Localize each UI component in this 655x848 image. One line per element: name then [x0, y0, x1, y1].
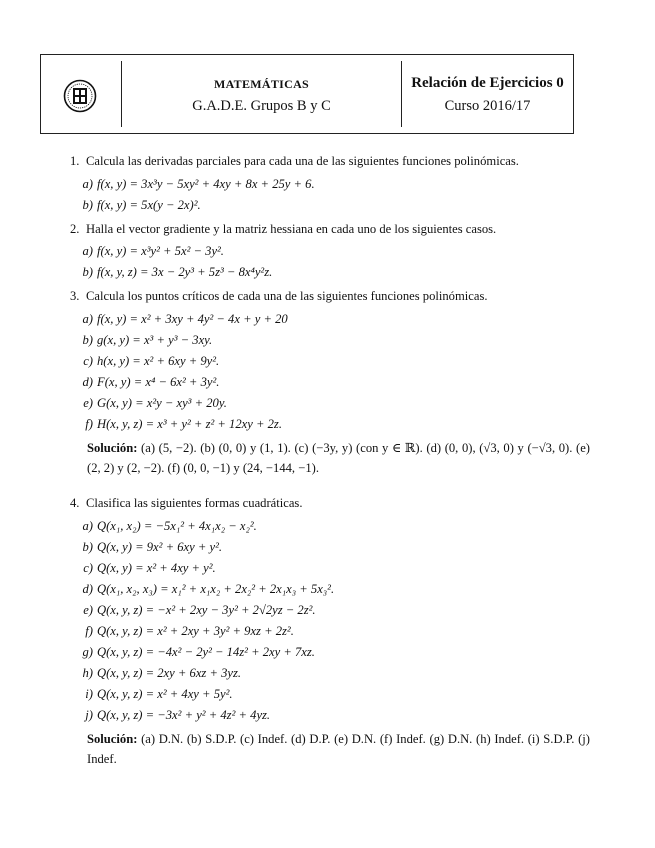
item-expression: Q(x, y) = x² + 4xy + y². [97, 560, 216, 575]
item-expression: Q(x, y, z) = −4x² − 2y² − 14z² + 2xy + 7xz. [97, 644, 315, 659]
item-label: g) [82, 644, 93, 659]
course-label: Curso 2016/17 [444, 98, 531, 114]
subject-title: MATEMÁTICAS [213, 77, 310, 91]
item-expression: Q(x₁, x₂) = −5x₁² + 4x₁x₂ − x₂². [97, 518, 257, 533]
header-right [402, 75, 573, 115]
exercise-statement: Calcula los puntos críticos de cada una de las siguientes funciones polinómicas. [86, 289, 488, 304]
exercise-item [70, 684, 590, 705]
item-expression: F(x, y) = x⁴ − 6x² + 3y². [97, 375, 220, 390]
exercise-number: 3. [70, 289, 80, 304]
exercise-item [70, 393, 590, 414]
exercise-item [70, 330, 590, 351]
exercise-2 [70, 222, 590, 238]
exercise-item [70, 372, 590, 393]
item-label: d) [82, 581, 93, 596]
item-expression: G(x, y) = x²y − xy³ + 20y. [97, 396, 227, 411]
exercise-item [70, 351, 590, 372]
solution-label: Solución: [87, 441, 138, 456]
exercise-item [70, 414, 590, 435]
exercise-number: 1. [70, 154, 80, 168]
item-label: a) [82, 518, 93, 533]
header-center [122, 77, 401, 115]
item-label: d) [82, 375, 93, 390]
item-expression: Q(x, y, z) = x² + 2xy + 3y² + 9xz + 2z². [97, 623, 294, 638]
solution-label: Solución: [87, 731, 138, 746]
item-label: e) [83, 396, 93, 411]
exercise-item [70, 558, 590, 579]
sheet-title: Relación de Ejercicios 0 [411, 75, 564, 91]
item-label: e) [83, 602, 93, 617]
exercise-item [70, 705, 590, 726]
item-expression: f(x, y) = x² + 3xy + 4y² − 4x + y + 20 [97, 312, 288, 327]
item-expression: f(x, y) = x³y² + 5x² − 3y². [97, 244, 224, 259]
exercise-item [70, 174, 590, 195]
exercise-statement: Halla el vector gradiente y la matriz hessiana en cada uno de los siguientes casos. [86, 221, 497, 236]
exercise-list [70, 154, 590, 769]
exercise-1 [70, 154, 590, 170]
item-label: c) [83, 560, 93, 575]
exercise-number: 4. [70, 496, 80, 511]
item-expression: Q(x, y) = 9x² + 6xy + y². [97, 539, 222, 554]
exercise-item [70, 663, 590, 684]
item-label: c) [83, 354, 93, 369]
item-label: a) [82, 244, 93, 259]
exercise-4 [70, 496, 590, 512]
exercise-statement: Clasifica las siguientes formas cuadráticas. [86, 496, 303, 511]
item-label: b) [82, 539, 93, 554]
item-expression: Q(x₁, x₂, x₃) = x₁² + x₁x₂ + 2x₂² + 2x₁x₃ + 5x₃². [97, 581, 335, 596]
exercise-item [70, 241, 590, 262]
group-label: G.A.D.E. Grupos B y C [192, 98, 331, 114]
item-expression: Q(x, y, z) = −x² + 2xy − 3y² + 2√2yz − 2z². [97, 602, 316, 617]
item-expression: h(x, y) = x² + 6xy + 9y². [97, 354, 220, 369]
item-label: b) [82, 197, 93, 212]
exercise-item [70, 600, 590, 621]
item-label: a) [82, 176, 93, 191]
item-expression: H(x, y, z) = x³ + y² + z² + 12xy + 2z. [97, 417, 282, 432]
exercise-item [70, 195, 590, 216]
item-label: b) [82, 333, 93, 348]
exercise-item [70, 621, 590, 642]
item-label: h) [82, 665, 93, 680]
item-label: i) [85, 686, 93, 701]
item-expression: Q(x, y, z) = −3x² + y² + 4z² + 4yz. [97, 707, 271, 722]
exercise-statement: Calcula las derivadas parciales para cada una de las siguientes funciones polinómicas. [86, 154, 519, 168]
exercise-item [70, 309, 590, 330]
exercise-item [70, 262, 590, 283]
exercise-3 [70, 289, 590, 305]
solution-text: (a) D.N. (b) S.D.P. (c) Indef. (d) D.P. (e) D.N. (f) Indef. (g) D.N. (h) Indef. (i) S.D.P. (j) Indef. [87, 731, 590, 766]
item-label: j) [85, 707, 93, 722]
exercise-item [70, 579, 590, 600]
item-label: f) [85, 417, 93, 432]
solution-block [70, 729, 590, 769]
item-label: a) [82, 312, 93, 327]
solution-text: (a) (5, −2). (b) (0, 0) y (1, 1). (c) (−3y, y) (con y ∈ ℝ). (d) (0, 0), (√3, 0) y (−√3, 0). (e) (2, 2) y (2, −2). (f) (0, 0, −1) y (24, −144, −1). [87, 441, 591, 476]
item-expression: Q(x, y, z) = 2xy + 6xz + 3yz. [97, 665, 242, 680]
exercise-item [70, 642, 590, 663]
exercise-item [70, 537, 590, 558]
solution-block [70, 438, 590, 478]
item-expression: g(x, y) = x³ + y³ − 3xy. [97, 333, 213, 348]
exercise-number: 2. [70, 221, 80, 236]
item-expression: f(x, y, z) = 3x − 2y³ + 5z³ − 8x⁴y²z. [97, 265, 273, 280]
exercise-item [70, 516, 590, 537]
item-expression: f(x, y) = 5x(y − 2x)². [97, 197, 201, 212]
item-label: f) [85, 623, 93, 638]
university-seal-icon [63, 79, 97, 113]
item-label: b) [82, 265, 93, 280]
item-expression: f(x, y) = 3x³y − 5xy² + 4xy + 8x + 25y + 6. [97, 176, 315, 191]
item-expression: Q(x, y, z) = x² + 4xy + 5y². [97, 686, 233, 701]
header-box [40, 54, 574, 134]
